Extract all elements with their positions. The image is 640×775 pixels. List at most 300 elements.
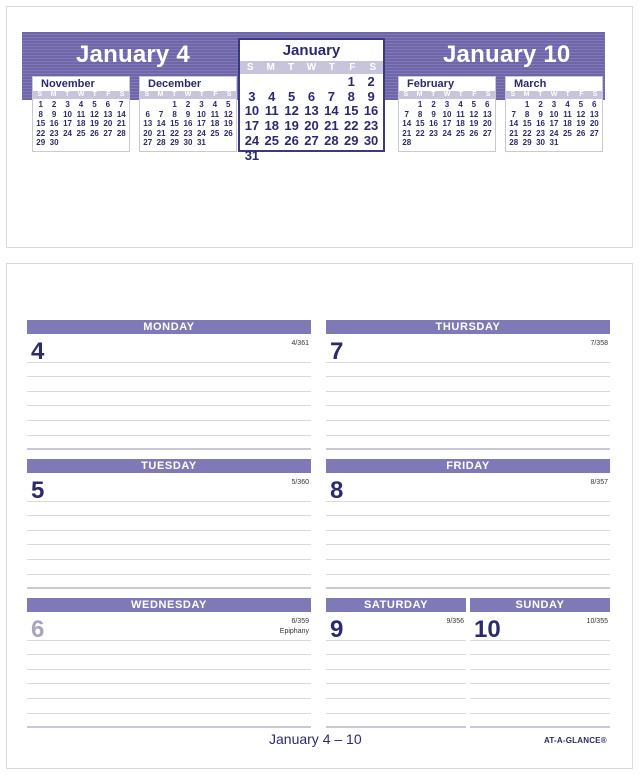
- date-cell: 11: [456, 109, 465, 119]
- date-cell: 15: [170, 119, 180, 128]
- date-cell: 10: [244, 103, 260, 119]
- date-cell: 3: [551, 100, 557, 109]
- writing-line[interactable]: [27, 714, 311, 729]
- writing-line[interactable]: [27, 436, 311, 451]
- date-cell: 24: [63, 128, 73, 138]
- date-cell: 23: [363, 118, 379, 134]
- weekday-letter: F: [579, 91, 584, 98]
- date-cell: 5: [578, 100, 584, 109]
- date-grid: [242, 75, 381, 163]
- date-cell: 12: [223, 109, 233, 119]
- date-cell: 26: [469, 128, 479, 138]
- date-cell: 4: [78, 100, 84, 109]
- date-cell: 15: [343, 103, 359, 119]
- date-cell: 9: [51, 109, 57, 119]
- date-cell: 27: [143, 138, 153, 147]
- date-cell: 18: [210, 119, 220, 128]
- writing-lines[interactable]: [27, 348, 311, 450]
- date-cell: 23: [183, 128, 193, 138]
- date-cell: 5: [471, 100, 477, 109]
- date-cell: 24: [442, 128, 452, 138]
- date-cell: 11: [210, 109, 220, 119]
- week-range-label: January 4 – 10: [269, 731, 362, 747]
- date-cell: 25: [210, 128, 220, 138]
- writing-line[interactable]: [326, 516, 610, 531]
- writing-line[interactable]: [27, 655, 311, 670]
- weekday-letter: S: [592, 91, 598, 98]
- writing-line[interactable]: [326, 421, 610, 436]
- date-cell: 22: [36, 128, 46, 138]
- date-cell: 8: [172, 109, 177, 119]
- date-cell: 18: [562, 119, 572, 128]
- date-cell: 21: [509, 128, 519, 138]
- mini-calendar-february: [398, 76, 496, 152]
- date-cell: 10: [196, 109, 206, 119]
- empty-cell: [302, 75, 322, 90]
- date-grid: [400, 100, 494, 148]
- day-header: SUNDAY: [470, 598, 610, 612]
- date-cell: 22: [343, 118, 359, 134]
- writing-line[interactable]: [326, 436, 610, 451]
- date-cell: 21: [324, 118, 339, 134]
- day-number: 10: [474, 616, 501, 643]
- date-cell: 22: [170, 128, 180, 138]
- writing-lines[interactable]: [326, 626, 466, 728]
- date-cell: 14: [116, 109, 126, 119]
- date-cell: 6: [145, 109, 150, 119]
- day-block-friday: [326, 459, 610, 504]
- weekday-letter: M: [523, 91, 530, 98]
- date-cell: 18: [455, 119, 465, 128]
- weekday-letter: T: [65, 91, 70, 98]
- mini-calendar-november: [32, 76, 130, 152]
- date-cell: 13: [143, 119, 153, 128]
- date-cell: 26: [284, 132, 299, 148]
- weekday-letter: W: [443, 91, 451, 98]
- date-cell: 2: [431, 100, 436, 109]
- date-cell: 31: [196, 138, 206, 147]
- writing-lines[interactable]: [27, 626, 311, 728]
- writing-line[interactable]: [470, 684, 610, 699]
- date-cell: 17: [549, 119, 559, 128]
- mini-calendar-march: [505, 76, 603, 152]
- date-cell: 22: [415, 128, 425, 138]
- date-cell: 21: [156, 128, 166, 138]
- day-number: 6: [31, 616, 45, 643]
- date-cell: 13: [482, 109, 492, 119]
- weekday-letter: T: [538, 91, 543, 98]
- date-cell: 25: [76, 128, 86, 138]
- weekday-letter: S: [144, 91, 150, 98]
- date-cell: 13: [589, 109, 599, 119]
- date-cell: 15: [36, 119, 46, 128]
- date-cell: 25: [455, 128, 465, 138]
- date-cell: 17: [196, 119, 206, 128]
- date-cell: 19: [576, 119, 586, 128]
- writing-line[interactable]: [27, 531, 311, 546]
- day-number: 8: [330, 477, 344, 504]
- weekday-letter: S: [369, 62, 377, 73]
- date-cell: 22: [522, 128, 532, 138]
- date-cell: 28: [324, 132, 339, 148]
- day-block-sunday: [470, 598, 610, 643]
- date-cell: 14: [156, 119, 166, 128]
- weekday-letter: T: [199, 91, 204, 98]
- date-cell: 23: [49, 128, 59, 138]
- date-cell: 14: [402, 119, 412, 128]
- weekday-letter: M: [416, 91, 423, 98]
- date-cell: 30: [183, 138, 193, 147]
- date-cell: 29: [170, 138, 180, 147]
- weekday-letter: F: [213, 91, 218, 98]
- date-cell: 28: [116, 128, 126, 138]
- writing-line[interactable]: [27, 575, 311, 590]
- month-name: February: [407, 78, 455, 90]
- date-cell: 18: [264, 118, 279, 134]
- writing-line[interactable]: [326, 714, 466, 729]
- date-cell: 14: [324, 103, 339, 119]
- date-cell: 13: [103, 109, 113, 119]
- writing-line[interactable]: [326, 699, 466, 714]
- date-cell: 7: [511, 109, 516, 119]
- weekday-letter: S: [37, 91, 43, 98]
- writing-line[interactable]: [27, 363, 311, 378]
- date-cell: 4: [458, 100, 463, 109]
- end-date-title: January 10: [443, 41, 571, 68]
- date-cell: 25: [264, 132, 279, 148]
- date-cell: 26: [223, 128, 233, 138]
- writing-lines[interactable]: [470, 626, 610, 728]
- date-cell: 19: [223, 119, 233, 128]
- writing-line[interactable]: [27, 377, 311, 392]
- empty-cell: [321, 75, 341, 90]
- writing-line[interactable]: [27, 502, 311, 517]
- date-cell: 16: [363, 103, 379, 119]
- writing-line[interactable]: [27, 421, 311, 436]
- weekday-row: [240, 61, 383, 74]
- date-cell: 12: [284, 103, 299, 119]
- date-cell: 8: [417, 109, 423, 119]
- writing-line[interactable]: [326, 575, 610, 590]
- writing-line[interactable]: [470, 655, 610, 670]
- date-cell: 6: [307, 88, 316, 104]
- start-date-title: January 4: [76, 41, 190, 68]
- day-block-tuesday: [27, 459, 311, 504]
- day-of-year: 5/360: [291, 479, 309, 486]
- date-cell: 7: [158, 109, 164, 119]
- month-name: November: [41, 78, 95, 90]
- date-cell: 2: [185, 100, 191, 109]
- day-of-year: 10/355: [586, 618, 608, 625]
- date-cell: 19: [89, 119, 99, 128]
- date-cell: 23: [429, 128, 439, 138]
- date-cell: 1: [524, 100, 530, 109]
- date-cell: 20: [103, 119, 113, 128]
- date-cell: 24: [549, 128, 559, 138]
- date-cell: 11: [563, 109, 572, 119]
- date-cell: 16: [49, 119, 59, 128]
- date-cell: 1: [172, 100, 177, 109]
- writing-line[interactable]: [326, 502, 610, 517]
- date-cell: 17: [442, 119, 452, 128]
- date-cell: 3: [248, 88, 256, 104]
- writing-line[interactable]: [470, 626, 610, 641]
- date-cell: 12: [469, 109, 479, 119]
- empty-cell: [262, 75, 282, 90]
- date-cell: 11: [76, 109, 86, 119]
- date-cell: 15: [415, 119, 425, 128]
- weekday-row: [506, 91, 602, 99]
- day-header: FRIDAY: [326, 459, 610, 473]
- date-cell: 18: [76, 119, 86, 128]
- date-cell: 20: [482, 119, 492, 128]
- weekday-letter: S: [119, 91, 125, 98]
- date-cell: 16: [536, 119, 546, 128]
- date-cell: 2: [367, 74, 375, 89]
- weekday-letter: S: [403, 91, 409, 98]
- weekday-letter: W: [184, 91, 192, 98]
- writing-lines[interactable]: [326, 487, 610, 589]
- date-cell: 29: [343, 132, 359, 148]
- date-cell: 17: [244, 118, 260, 134]
- writing-line[interactable]: [326, 392, 610, 407]
- date-cell: 7: [119, 100, 124, 109]
- empty-cell: [282, 75, 302, 90]
- day-of-year: 8/357: [590, 479, 608, 486]
- weekday-letter: S: [226, 91, 232, 98]
- date-cell: 26: [576, 128, 586, 138]
- date-cell: 27: [304, 132, 319, 148]
- date-cell: 19: [469, 119, 479, 128]
- date-cell: 8: [347, 88, 355, 104]
- writing-line[interactable]: [470, 641, 610, 656]
- writing-lines[interactable]: [326, 348, 610, 450]
- writing-line[interactable]: [326, 363, 610, 378]
- writing-line[interactable]: [470, 670, 610, 685]
- date-cell: 16: [429, 119, 439, 128]
- date-cell: 20: [589, 119, 599, 128]
- day-header: WEDNESDAY: [27, 598, 311, 612]
- date-cell: 27: [589, 128, 599, 138]
- date-cell: 19: [284, 118, 299, 134]
- date-cell: 10: [63, 109, 73, 119]
- date-cell: 1: [347, 74, 355, 89]
- date-cell: 6: [592, 100, 597, 109]
- writing-line[interactable]: [326, 487, 610, 502]
- day-number: 9: [330, 616, 344, 643]
- month-name: January: [282, 42, 341, 59]
- date-cell: 5: [226, 100, 231, 109]
- date-cell: 4: [268, 88, 276, 104]
- day-of-year: 9/356: [446, 618, 464, 625]
- date-cell: 12: [89, 109, 99, 119]
- empty-cell: [242, 75, 262, 90]
- empty-cell: [154, 100, 167, 110]
- date-cell: 15: [522, 119, 532, 128]
- date-cell: 5: [288, 88, 296, 104]
- writing-line[interactable]: [27, 545, 311, 560]
- weekday-letter: S: [510, 91, 516, 98]
- month-name: March: [514, 78, 547, 90]
- day-of-year: 6/359: [291, 618, 309, 625]
- weekday-letter: S: [246, 62, 254, 73]
- date-cell: 30: [363, 132, 379, 148]
- writing-line[interactable]: [326, 406, 610, 421]
- mini-calendar-december: [139, 76, 237, 152]
- writing-line[interactable]: [27, 487, 311, 502]
- writing-line[interactable]: [326, 684, 466, 699]
- day-block-wednesday: [27, 598, 311, 643]
- date-cell: 29: [36, 138, 46, 147]
- writing-line[interactable]: [27, 560, 311, 575]
- weekday-letter: F: [349, 62, 356, 73]
- date-cell: 30: [536, 138, 546, 147]
- empty-cell: [400, 100, 413, 110]
- date-cell: 12: [576, 109, 586, 119]
- date-cell: 1: [417, 100, 423, 109]
- weekday-letter: W: [77, 91, 85, 98]
- weekday-row: [33, 91, 129, 99]
- date-cell: 20: [304, 118, 319, 134]
- date-cell: 9: [431, 109, 436, 119]
- writing-line[interactable]: [326, 626, 466, 641]
- date-grid: [141, 100, 235, 148]
- date-cell: 2: [538, 100, 543, 109]
- writing-line[interactable]: [326, 377, 610, 392]
- writing-line[interactable]: [27, 392, 311, 407]
- writing-line[interactable]: [326, 560, 610, 575]
- date-cell: 17: [63, 119, 73, 128]
- day-number: 7: [330, 338, 344, 365]
- weekday-letter: T: [565, 91, 570, 98]
- writing-line[interactable]: [27, 626, 311, 641]
- date-cell: 23: [536, 128, 546, 138]
- date-cell: 30: [49, 138, 59, 147]
- date-cell: 21: [402, 128, 412, 138]
- date-cell: 7: [404, 109, 409, 119]
- date-cell: 10: [442, 109, 452, 119]
- month-name: December: [148, 78, 202, 90]
- writing-line[interactable]: [326, 655, 466, 670]
- day-header: MONDAY: [27, 320, 311, 334]
- writing-lines[interactable]: [27, 487, 311, 589]
- date-cell: 20: [143, 128, 153, 138]
- date-cell: 28: [402, 138, 412, 147]
- writing-line[interactable]: [470, 699, 610, 714]
- date-cell: 3: [199, 100, 204, 109]
- date-cell: 24: [244, 132, 260, 148]
- date-cell: 8: [38, 109, 43, 119]
- weekday-letter: T: [328, 62, 335, 73]
- writing-line[interactable]: [27, 348, 311, 363]
- empty-cell: [141, 100, 154, 110]
- date-grid: [507, 100, 601, 148]
- day-number: 5: [31, 477, 45, 504]
- date-cell: 2: [51, 100, 57, 109]
- date-cell: 6: [485, 100, 490, 109]
- weekday-letter: T: [288, 62, 295, 73]
- day-block-thursday: [326, 320, 610, 365]
- weekday-letter: M: [50, 91, 57, 98]
- date-cell: 31: [244, 147, 260, 163]
- weekday-letter: T: [458, 91, 463, 98]
- writing-line[interactable]: [326, 531, 610, 546]
- writing-line[interactable]: [27, 406, 311, 421]
- day-block-saturday: [326, 598, 466, 643]
- date-cell: 31: [549, 138, 559, 147]
- date-cell: 13: [304, 103, 319, 119]
- weekday-letter: T: [431, 91, 436, 98]
- date-grid: [34, 100, 128, 148]
- writing-line[interactable]: [27, 641, 311, 656]
- day-header: TUESDAY: [27, 459, 311, 473]
- writing-line[interactable]: [27, 684, 311, 699]
- weekday-letter: W: [306, 62, 317, 73]
- date-cell: 26: [89, 128, 99, 138]
- writing-line[interactable]: [326, 670, 466, 685]
- date-cell: 4: [565, 100, 570, 109]
- writing-line[interactable]: [27, 516, 311, 531]
- writing-line[interactable]: [326, 348, 610, 363]
- brand-logo-text: AT-A-GLANCE®: [544, 736, 607, 745]
- weekday-row: [140, 91, 236, 99]
- writing-line[interactable]: [326, 545, 610, 560]
- date-cell: 21: [116, 119, 126, 128]
- date-cell: 16: [183, 119, 193, 128]
- date-cell: 27: [482, 128, 492, 138]
- date-cell: 11: [264, 103, 279, 119]
- day-header: SATURDAY: [326, 598, 466, 612]
- date-cell: 29: [522, 138, 532, 147]
- date-cell: 3: [65, 100, 70, 109]
- date-cell: 27: [103, 128, 113, 138]
- date-cell: 6: [105, 100, 111, 109]
- day-header: THURSDAY: [326, 320, 610, 334]
- weekday-letter: S: [485, 91, 491, 98]
- holiday-note: Epiphany: [279, 628, 309, 635]
- writing-line[interactable]: [27, 699, 311, 714]
- day-block-monday: [27, 320, 311, 365]
- date-cell: 1: [38, 100, 43, 109]
- writing-line[interactable]: [470, 714, 610, 729]
- date-cell: 28: [509, 138, 519, 147]
- weekday-letter: M: [266, 62, 275, 73]
- date-cell: 9: [367, 88, 375, 104]
- weekday-letter: T: [172, 91, 177, 98]
- day-of-year: 4/361: [291, 340, 309, 347]
- weekday-letter: F: [106, 91, 111, 98]
- day-of-year: 7/358: [590, 340, 608, 347]
- empty-cell: [507, 100, 520, 110]
- weekday-row: [399, 91, 495, 99]
- weekday-letter: F: [472, 91, 477, 98]
- weekday-letter: W: [550, 91, 558, 98]
- date-cell: 10: [549, 109, 559, 119]
- date-cell: 14: [509, 119, 519, 128]
- weekday-letter: T: [92, 91, 97, 98]
- date-cell: 25: [562, 128, 572, 138]
- date-cell: 7: [327, 88, 335, 104]
- current-month-calendar: [238, 38, 385, 163]
- writing-line[interactable]: [326, 641, 466, 656]
- date-cell: 24: [196, 128, 206, 138]
- date-cell: 28: [156, 138, 166, 147]
- writing-line[interactable]: [27, 670, 311, 685]
- day-number: 4: [31, 338, 45, 365]
- date-cell: 3: [444, 100, 450, 109]
- date-cell: 5: [92, 100, 97, 109]
- date-cell: 9: [538, 109, 543, 119]
